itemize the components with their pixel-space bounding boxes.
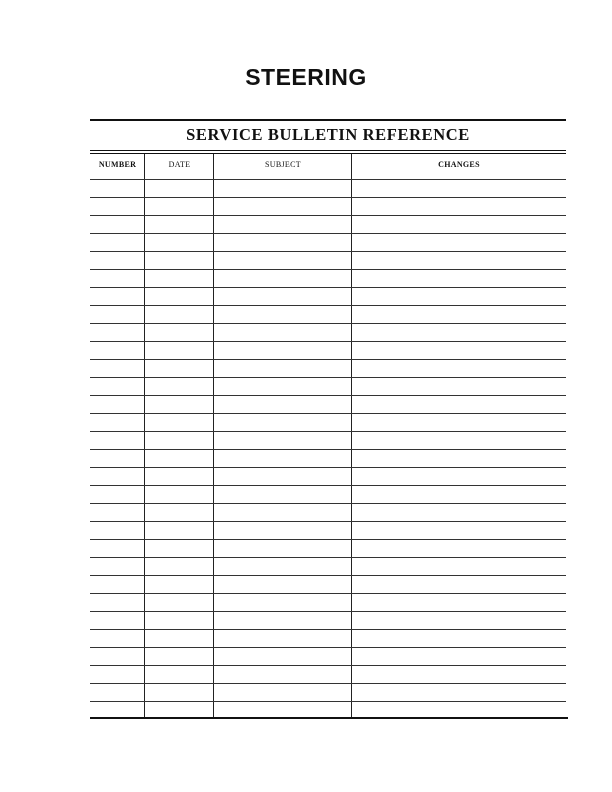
table-row-line bbox=[90, 395, 566, 396]
table-row-line bbox=[90, 215, 566, 216]
page-title: STEERING bbox=[245, 64, 367, 90]
table-row-line bbox=[90, 179, 566, 180]
table-row-line bbox=[90, 377, 566, 378]
header-double-rule-lower bbox=[90, 153, 566, 154]
table-row-line bbox=[90, 341, 566, 342]
table-row-line bbox=[90, 683, 566, 684]
table-row-line bbox=[90, 251, 566, 252]
table-row-line bbox=[90, 521, 566, 522]
table-row-line bbox=[90, 467, 566, 468]
bottom-rule bbox=[90, 717, 568, 719]
table-row-line bbox=[90, 701, 566, 702]
column-header-number: NUMBER bbox=[98, 160, 137, 169]
header-double-rule-upper bbox=[90, 150, 566, 151]
table-row-line bbox=[90, 557, 566, 558]
table-row-line bbox=[90, 575, 566, 576]
table-row-line bbox=[90, 359, 566, 360]
table-row-line bbox=[90, 287, 566, 288]
table-title: SERVICE BULLETIN REFERENCE bbox=[186, 125, 470, 144]
table-row-line bbox=[90, 197, 566, 198]
table-row-line bbox=[90, 305, 566, 306]
table-row-line bbox=[90, 485, 566, 486]
table-row-line bbox=[90, 647, 566, 648]
table-row-line bbox=[90, 503, 566, 504]
column-header-changes: CHANGES bbox=[438, 160, 480, 169]
table-row-line bbox=[90, 233, 566, 234]
table-row-line bbox=[90, 593, 566, 594]
table-row-line bbox=[90, 449, 566, 450]
table-row-line bbox=[90, 611, 566, 612]
table-row-line bbox=[90, 269, 566, 270]
column-header-date: DATE bbox=[168, 160, 191, 169]
table-row-line bbox=[90, 413, 566, 414]
top-rule bbox=[90, 119, 566, 121]
column-divider-number-date bbox=[144, 154, 145, 718]
table-row-line bbox=[90, 431, 566, 432]
table-row-line bbox=[90, 323, 566, 324]
column-divider-date-subject bbox=[213, 154, 214, 718]
column-header-subject: SUBJECT bbox=[265, 160, 301, 169]
column-divider-subject-changes bbox=[351, 154, 352, 718]
table-row-line bbox=[90, 539, 566, 540]
table-row-line bbox=[90, 665, 566, 666]
table-row-line bbox=[90, 629, 566, 630]
